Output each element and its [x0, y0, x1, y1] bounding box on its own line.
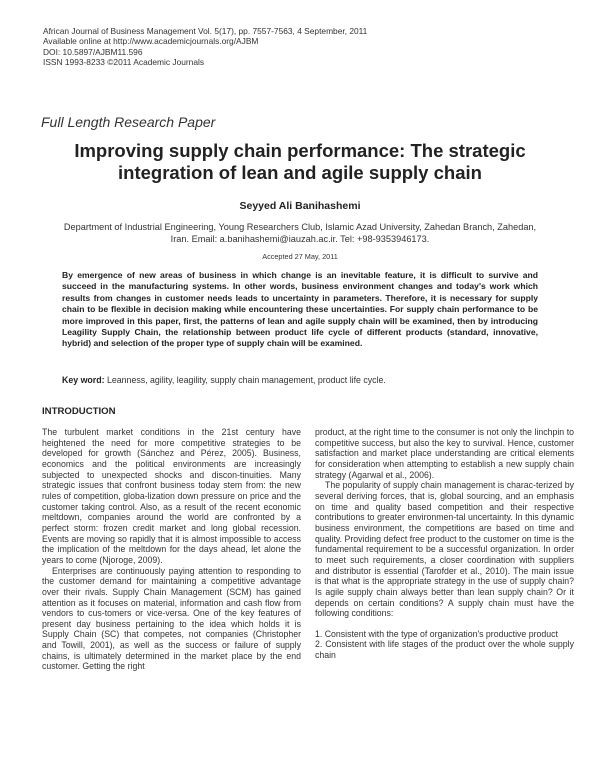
keywords-text: Leanness, agility, leagility, supply chain management, product life cycle. — [106, 375, 386, 385]
paragraph: Enterprises are continuously paying attention to responding to the customer demand for maintaining a competitive advantage over their rivals. Supply Chain Management (SCM) has gained attention as it focuses on material, information and cash flow from vendors to cus-tomers or vice-versa. One of the key features of present day business pertaining to the idea which holds it is Supply Chain (SC) that competes, not companies (Christopher and Towill, 2001), as well as the success or failure of supply chains, is ultimately determined in the market place by the end customer. Getting the right — [42, 565, 301, 672]
section-heading-introduction: INTRODUCTION — [42, 406, 116, 417]
author-affiliation: Department of Industrial Engineering, Young Researchers Club, Islamic Azad University, Zahedan Branch, Zahedan, Iran. Email: a.banihashemi@iauzah.ac.ir. Tel: +98-9353946173. — [63, 222, 537, 244]
paragraph: product, at the right time to the consumer is not only the linchpin to competitive success, but also the key to survival. Hence, customer satisfaction and market place understanding are critical elements for consideration when attempting to establish a new supply chain strategy (Agarwal et al., 2006). — [315, 427, 574, 480]
abstract: By emergence of new areas of business in which change is an inevitable feature, it is difficult to survive and succeed in the manufacturing systems. In other words, business environment changes and today's work which results from changes in customer needs leads to uncertainty in parameters. Therefore, it is necessary for supply chain to be flexible in decision making while encountering these uncertainties. For supply chain performance to be more improved in this paper, first, the patterns of lean and agile supply chain will be examined, then by introducing Leagility Supply Chain, the relationship between product life cycle of different products (standard, innovative, hybrid) and selection of the proper type of supply chain will be examined. — [62, 270, 538, 349]
paragraph: The popularity of supply chain management is charac-terized by several deriving forces, that is, global sourcing, and an emphasis on time and quality based competition and their respective contributions to greater environmen-tal uncertainty. In this dynamic business environment, the competitions are based on time and quality. Providing defect free product to the customer on time is the fundamental requirement to be a successful organization. In order to meet such requirements, a closer coordination with suppliers and distributor is essential (Tarofder et al., 2010). The main issue is that what is the appropriate strategy in the use of supply chain? Is agile supply chain always better than lean supply chain? Or it depends on certain conditions? A supply chain must have the following conditions: — [315, 480, 574, 619]
paragraph: The turbulent market conditions in the 21st century have heightened the need for more competitive strategies to be developed for growth (Sánchez and Pérez, 2005). Business, economics and the political environments are increasingly subjected to unexpected shocks and discon-tinuities. Many strategic issues that confront business today stem from: the new rules of competition, globa-lization down pressure on price and the customer taking control. Also, as a result of the recent economic meltdown, companies around the world are confronted by a perfect storm: frozen credit market and long global recession. Events are moving so rapidly that it is almost impossible to access the implication of the meltdown for the days ahead, let alone the years to come (Njoroge, 2009). — [42, 427, 301, 565]
keywords-label: Key word: — [62, 375, 105, 385]
accepted-date: Accepted 27 May, 2011 — [262, 252, 338, 261]
availability-line: Available online at http://www.academicjournals.org/AJBM — [43, 36, 259, 47]
list-item: 2. Consistent with life stages of the product over the whole supply chain — [315, 639, 574, 661]
title-line-1: Improving supply chain performance: The strategic — [74, 140, 526, 161]
issn-line: ISSN 1993-8233 ©2011 Academic Journals — [43, 57, 205, 68]
journal-header — [43, 26, 367, 68]
keywords — [62, 375, 538, 385]
list-item: 1. Consistent with the type of organization's productive product — [315, 628, 558, 639]
body-column-left — [42, 427, 301, 672]
title-line-2: integration of lean and agile supply chain — [118, 162, 482, 183]
paper-title — [40, 140, 560, 184]
author-name: Seyyed Ali Banihashemi — [239, 200, 361, 212]
journal-citation: African Journal of Business Management Vol. 5(17), pp. 7557-7563, 4 September, 2011 — [43, 26, 368, 36]
doi-line: DOI: 10.5897/AJBM11.596 — [43, 46, 143, 57]
body-column-right — [315, 427, 574, 661]
paper-type: Full Length Research Paper — [41, 114, 216, 130]
